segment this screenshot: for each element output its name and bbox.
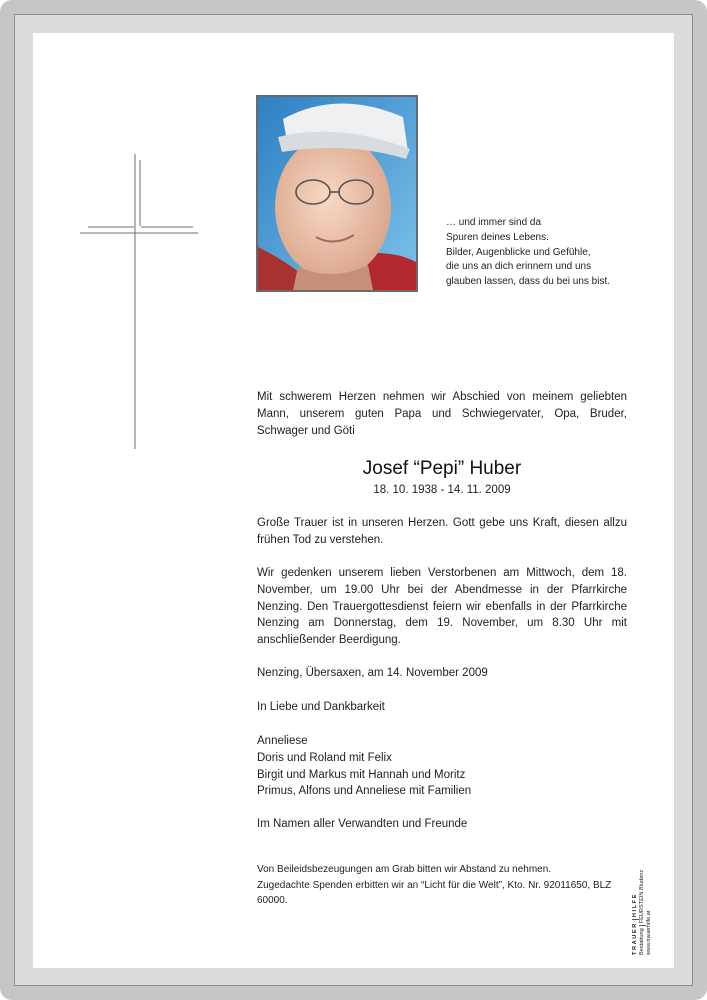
family-member: Anneliese	[257, 735, 308, 747]
note-line-1: Von Beileidsbezeugungen am Grab bitten wir Abstand zu nehmen.	[257, 864, 552, 875]
imprint-brand-right: HILFE	[632, 892, 638, 918]
poem-line: die uns an dich erinnern und uns	[446, 261, 592, 273]
family-list	[257, 733, 627, 800]
poem-line: Spuren deines Lebens.	[446, 231, 549, 243]
imprint-subtitle-left: Bestattung	[639, 928, 645, 955]
family-member: Primus, Alfons und Anneliese mit Familien	[257, 785, 472, 798]
life-dates: 18. 10. 1938 - 14. 11. 2009	[373, 484, 511, 496]
poem	[446, 216, 646, 290]
service-paragraph: Wir gedenken unserem lieben Verstorbenen am Mittwoch, dem 18. November, um 19.00 Uhr bei der Abendmesse in der Pfarrkirche Nenzing. Den Trauergottesdienst feiern wir ebenfalls in der Pfarrkirche Nenzing am Donnerstag, dem 19. November, um 8.30 Uhr mit anschließender Beerdigung.	[257, 567, 627, 647]
place-date: Nenzing, Übersaxen, am 14. November 2009	[257, 667, 488, 679]
intro-paragraph: Mit schwerem Herzen nehmen wir Abschied von meinem geliebten Mann, unserem guten Papa und Schwiegervater, Opa, Bruder, Schwager und Göti	[257, 391, 627, 437]
relatives-line: Im Namen aller Verwandten und Freunde	[257, 818, 468, 830]
imprint-website: www.trauerhilfe.at	[646, 910, 652, 955]
imprint-divider	[632, 919, 639, 920]
imprint-brand-left: TRAUER	[632, 922, 638, 955]
cross-icon	[80, 154, 198, 449]
undertaker-imprint	[632, 855, 672, 955]
poem-line: Bilder, Augenblicke und Gefühle,	[446, 246, 591, 258]
poem-line: glauben lassen, dass du bei uns bist.	[446, 276, 610, 288]
family-member: Birgit und Markus mit Hannah und Moritz	[257, 768, 466, 781]
closing-line: In Liebe und Dankbarkeit	[257, 701, 385, 713]
portrait-photo	[256, 95, 418, 292]
deceased-name: Josef “Pepi” Huber	[362, 458, 522, 479]
sorrow-paragraph: Große Trauer ist in unseren Herzen. Gott gebe uns Kraft, diesen allzu frühen Tod zu verstehen.	[257, 517, 627, 546]
condolence-note	[257, 862, 627, 909]
poem-line: … und immer sind da	[446, 217, 542, 228]
note-line-2: Zugedachte Spenden erbitten wir an “Licht für die Welt”, Kto. Nr. 92011650, BLZ 60000.	[257, 879, 612, 906]
family-member: Doris und Roland mit Felix	[257, 751, 392, 764]
imprint-divider	[639, 925, 646, 926]
imprint-subtitle-right: FEURSTEIN Bludenz	[639, 869, 645, 924]
